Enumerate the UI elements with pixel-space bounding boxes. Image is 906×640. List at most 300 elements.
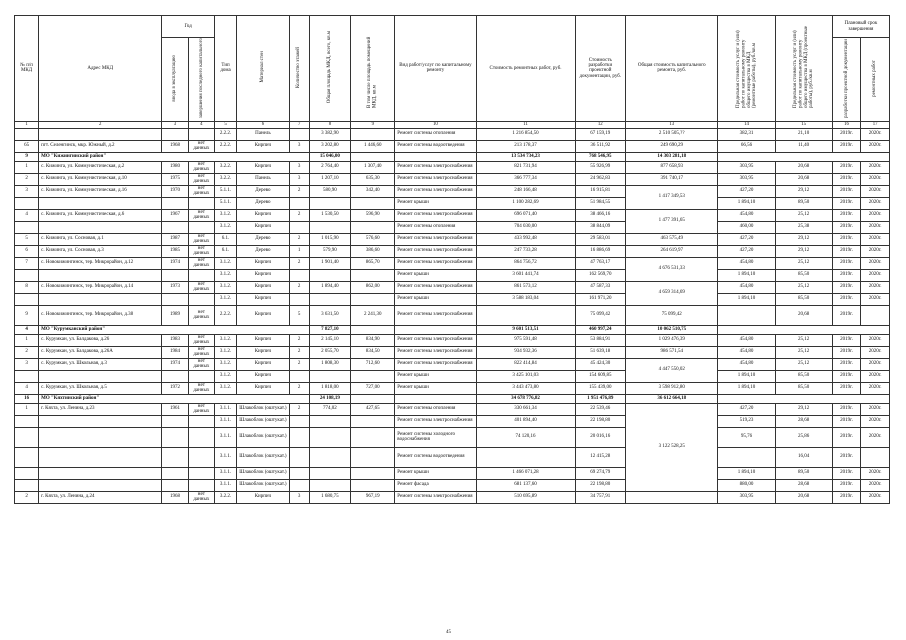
work-type-cell: Ремонт системы электроснабжения — [395, 245, 476, 257]
limit-repair-cell: 1 894,10 — [718, 197, 775, 209]
table-row — [15, 346, 890, 358]
house-type-cell: 6.1. — [215, 245, 237, 257]
row-number: 4 — [15, 382, 39, 394]
house-type-cell: 3.2.2. — [215, 161, 237, 173]
wall-material-cell: Кирпич — [237, 491, 290, 503]
row-number — [15, 221, 39, 233]
area-total-cell: 1 818,00 — [309, 382, 351, 394]
column-number: 12 — [575, 121, 626, 128]
area-residential-cell: 865,70 — [351, 257, 395, 269]
cost-total-cell: 877 658,93 — [626, 161, 718, 173]
column-number: 8 — [309, 121, 351, 128]
cost-total-cell: 4 659 314,69 — [626, 281, 718, 305]
cost-design-cell: 36 511,92 — [575, 140, 626, 152]
wall-material-cell: Кирпич — [237, 140, 290, 152]
term-design-cell: 2019г. — [832, 197, 861, 209]
term-design-cell: 2019г. — [832, 245, 861, 257]
area-total-cell: 1 530,50 — [309, 209, 351, 221]
work-type-cell: Ремонт системы электроснабжения — [395, 491, 476, 503]
year-repair-cell: нет данных — [188, 491, 214, 503]
cost-repair-cell: 822 414,84 — [476, 358, 575, 370]
floors-cell — [289, 467, 309, 479]
limit-design-cell: 85,50 — [775, 382, 832, 394]
row-number — [15, 128, 39, 140]
year-repair-cell: нет данных — [188, 403, 214, 415]
term-repair-cell: 2020г. — [861, 221, 890, 233]
year-built-cell: 1989 — [162, 305, 188, 325]
table-row — [15, 479, 890, 491]
term-design-cell: 2019г. — [832, 209, 861, 221]
header-year-repair: завершения последнего капитального — [188, 38, 214, 122]
limit-repair-cell: 1 894,10 — [718, 269, 775, 281]
table-row — [15, 197, 890, 209]
limit-repair-cell: 303,95 — [718, 173, 775, 185]
address-cell — [39, 447, 162, 467]
term-repair-cell: 2020г. — [861, 185, 890, 197]
term-design-cell: 2019г. — [832, 281, 861, 293]
term-repair-cell: 2020г. — [861, 173, 890, 185]
row-number: 1 — [15, 403, 39, 415]
cost-repair-cell: 1 216 854,50 — [476, 128, 575, 140]
row-number: 2 — [15, 346, 39, 358]
term-design-cell: 2019г. — [832, 382, 861, 394]
area-total-cell: 3 631,50 — [309, 305, 351, 325]
year-repair-cell — [188, 479, 214, 491]
wall-material-cell: Дерево — [237, 233, 290, 245]
wall-material-cell: Шлакоблок (оштукат.) — [237, 447, 290, 467]
header-address: Адрес МКД — [39, 16, 162, 122]
cost-design-cell: 162 569,70 — [575, 269, 626, 281]
wall-material-cell: Кирпич — [237, 382, 290, 394]
wall-material-cell: Панель — [237, 173, 290, 185]
table-row — [15, 161, 890, 173]
table-row — [15, 293, 890, 305]
wall-material-cell: Дерево — [237, 185, 290, 197]
term-design-cell: 2019г. — [832, 447, 861, 467]
table-header — [15, 16, 890, 129]
floors-cell — [289, 427, 309, 447]
cost-repair-cell: 861 573,12 — [476, 281, 575, 293]
year-repair-cell: нет данных — [188, 305, 214, 325]
work-type-cell: Ремонт крыши — [395, 467, 476, 479]
header-num: № п/п МКД — [15, 16, 39, 122]
floors-cell: 3 — [289, 140, 309, 152]
area-total-cell: 1 680,75 — [309, 491, 351, 503]
empty-cell — [351, 325, 395, 334]
table-row — [15, 382, 890, 394]
term-design-cell: 2019г. — [832, 403, 861, 415]
floors-cell — [289, 479, 309, 491]
mo-area-total: 7 827,10 — [309, 325, 351, 334]
mo-name: МО "Кяхтинский район" — [39, 394, 309, 403]
year-repair-cell: нет данных — [188, 140, 214, 152]
limit-repair-cell: 1 894,10 — [718, 467, 775, 479]
term-repair-cell: 2020г. — [861, 293, 890, 305]
floors-cell — [289, 128, 309, 140]
year-built-cell: 1973 — [162, 281, 188, 293]
limit-repair-cell: 1 894,10 — [718, 382, 775, 394]
column-number: 13 — [626, 121, 718, 128]
header-cost-repair: Стоимость ремонтных работ, руб. — [476, 16, 575, 122]
house-type-cell: 3.1.2. — [215, 257, 237, 269]
year-built-cell — [162, 479, 188, 491]
wall-material-cell: Кирпич — [237, 293, 290, 305]
wall-material-cell: Кирпич — [237, 334, 290, 346]
term-design-cell: 2019г. — [832, 346, 861, 358]
row-number: 6 — [15, 245, 39, 257]
mo-number: 9 — [15, 152, 39, 161]
address-cell: с. Кижинга, ул. Сосновая, д.3 — [39, 245, 162, 257]
floors-cell — [289, 221, 309, 233]
floors-cell — [289, 370, 309, 382]
address-cell: с. Курумкан, ул. Школьная, д.3 — [39, 358, 162, 370]
cost-repair-cell: 3 425 101,03 — [476, 370, 575, 382]
column-number: 16 — [832, 121, 861, 128]
limit-design-cell: 29,12 — [775, 233, 832, 245]
area-total-cell — [309, 197, 351, 209]
empty-cell — [718, 394, 890, 403]
cost-design-cell: 51 639,18 — [575, 346, 626, 358]
term-repair-cell: 2020г. — [861, 415, 890, 427]
area-total-cell: 3 382,90 — [309, 128, 351, 140]
floors-cell — [289, 197, 309, 209]
work-type-cell: Ремонт системы электроснабжения — [395, 173, 476, 185]
wall-material-cell: Кирпич — [237, 161, 290, 173]
table-row — [15, 209, 890, 221]
house-type-cell: 6.1. — [215, 233, 237, 245]
limit-design-cell: 29,12 — [775, 245, 832, 257]
term-repair-cell: 2020г. — [861, 346, 890, 358]
house-type-cell: 3.2.2. — [215, 173, 237, 185]
house-type-cell: 3.1.1. — [215, 467, 237, 479]
cost-total-cell: 463 575,49 — [626, 233, 718, 245]
area-total-cell: 774,02 — [309, 403, 351, 415]
term-repair-cell: 2020г. — [861, 269, 890, 281]
year-repair-cell: нет данных — [188, 245, 214, 257]
term-design-cell: 2019г. — [832, 185, 861, 197]
wall-material-cell: Кирпич — [237, 281, 290, 293]
row-number: 1 — [15, 161, 39, 173]
wall-material-cell: Кирпич — [237, 269, 290, 281]
area-residential-cell — [351, 197, 395, 209]
repair-register-table — [14, 15, 890, 504]
floors-cell: 2 — [289, 209, 309, 221]
limit-design-cell: 20,68 — [775, 305, 832, 325]
work-type-cell: Ремонт системы электроснабжения — [395, 185, 476, 197]
area-total-cell — [309, 427, 351, 447]
limit-design-cell: 28,68 — [775, 415, 832, 427]
area-residential-cell — [351, 269, 395, 281]
work-type-cell: Ремонт крыши — [395, 269, 476, 281]
mo-area-total: 24 108,19 — [309, 394, 351, 403]
mo-number: 4 — [15, 325, 39, 334]
cost-design-cell: 34 757,91 — [575, 491, 626, 503]
term-design-cell: 2019г. — [832, 334, 861, 346]
header-term-design: разработки проектной документации — [832, 38, 861, 122]
work-type-cell: Ремонт системы водоотведения — [395, 447, 476, 467]
mo-cost-design: 460 997,24 — [575, 325, 626, 334]
year-repair-cell: нет данных — [188, 173, 214, 185]
year-repair-cell — [188, 293, 214, 305]
work-type-cell: Ремонт системы электроснабжения — [395, 209, 476, 221]
limit-design-cell: 29,12 — [775, 403, 832, 415]
cost-repair-cell — [476, 305, 575, 325]
floors-cell — [289, 447, 309, 467]
year-repair-cell: нет данных — [188, 185, 214, 197]
limit-repair-cell: 454,80 — [718, 334, 775, 346]
column-number: 5 — [215, 121, 237, 128]
cost-repair-cell: 3 601 441,74 — [476, 269, 575, 281]
limit-repair-cell: 460,00 — [718, 221, 775, 233]
term-design-cell: 2019г. — [832, 257, 861, 269]
empty-cell — [351, 394, 395, 403]
row-number: 4 — [15, 209, 39, 221]
wall-material-cell: Шлакоблок (оштукат.) — [237, 427, 290, 447]
limit-repair-cell: 519,23 — [718, 415, 775, 427]
work-type-cell: Ремонт системы отопления — [395, 403, 476, 415]
work-type-cell: Ремонт системы электроснабжения — [395, 161, 476, 173]
year-repair-cell — [188, 427, 214, 447]
house-type-cell: 3.1.1. — [215, 447, 237, 467]
year-repair-cell: нет данных — [188, 382, 214, 394]
mo-area-total: 15 046,00 — [309, 152, 351, 161]
wall-material-cell: Кирпич — [237, 370, 290, 382]
area-residential-cell: 576,60 — [351, 233, 395, 245]
address-cell — [39, 128, 162, 140]
house-type-cell: 3.1.2. — [215, 358, 237, 370]
house-type-cell: 3.1.1. — [215, 403, 237, 415]
year-built-cell: 1974 — [162, 358, 188, 370]
term-repair-cell: 2020г. — [861, 197, 890, 209]
area-total-cell: 3 202,80 — [309, 140, 351, 152]
term-design-cell: 2019г. — [832, 161, 861, 173]
table-row — [15, 173, 890, 185]
year-built-cell: 1968 — [162, 491, 188, 503]
table-row — [15, 233, 890, 245]
column-number: 15 — [775, 121, 832, 128]
term-design-cell: 2019г. — [832, 467, 861, 479]
area-total-cell — [309, 479, 351, 491]
cost-design-cell: 155 439,00 — [575, 382, 626, 394]
limit-repair-cell: 95,76 — [718, 427, 775, 447]
table-row — [15, 185, 890, 197]
year-repair-cell: нет данных — [188, 233, 214, 245]
area-residential-cell — [351, 415, 395, 427]
term-design-cell: 2019г. — [832, 128, 861, 140]
area-residential-cell — [351, 447, 395, 467]
cost-repair-cell: 681 137,60 — [476, 479, 575, 491]
address-cell: г. Кяхта, ул. Ленина, д.23 — [39, 403, 162, 415]
mo-cost-total: 14 303 281,18 — [626, 152, 718, 161]
header-wall-material: Материал стен — [237, 16, 290, 122]
table-row — [15, 358, 890, 370]
cost-repair-cell: 934 932,36 — [476, 346, 575, 358]
mo-cost-design: 1 951 476,89 — [575, 394, 626, 403]
year-built-cell — [162, 128, 188, 140]
limit-design-cell: 28,68 — [775, 479, 832, 491]
floors-cell: 2 — [289, 382, 309, 394]
term-repair-cell: 2020г. — [861, 358, 890, 370]
header-cost-design: Стоимость разработки проектной документации, руб. — [575, 16, 626, 122]
column-number: 7 — [289, 121, 309, 128]
area-residential-cell: 596,90 — [351, 209, 395, 221]
floors-cell: 3 — [289, 491, 309, 503]
floors-cell: 3 — [289, 161, 309, 173]
cost-design-cell: 154 609,85 — [575, 370, 626, 382]
address-cell — [39, 221, 162, 233]
term-design-cell: 2019г. — [832, 293, 861, 305]
area-total-cell: 1 808,30 — [309, 358, 351, 370]
house-type-cell: 2.2.2. — [215, 128, 237, 140]
row-number: 3 — [15, 185, 39, 197]
year-repair-cell — [188, 269, 214, 281]
work-type-cell: Ремонт крыши — [395, 293, 476, 305]
row-number: 7 — [15, 257, 39, 269]
floors-cell: 5 — [289, 305, 309, 325]
table-row — [15, 305, 890, 325]
address-cell: с. Кижинга, ул. Коммунистическая, д.2 — [39, 161, 162, 173]
cost-total-cell: 3 598 912,80 — [626, 382, 718, 394]
table-body — [15, 128, 890, 503]
term-repair-cell: 2020г. — [861, 491, 890, 503]
mo-number: 16 — [15, 394, 39, 403]
wall-material-cell: Кирпич — [237, 346, 290, 358]
table-row — [15, 281, 890, 293]
area-total-cell: 580,90 — [309, 185, 351, 197]
term-repair-cell: 2020г. — [861, 161, 890, 173]
table-row — [15, 491, 890, 503]
term-repair-cell — [861, 305, 890, 325]
limit-repair-cell: 427,20 — [718, 185, 775, 197]
term-repair-cell: 2020г. — [861, 281, 890, 293]
cost-repair-cell: 704 030,00 — [476, 221, 575, 233]
cost-repair-cell: 510 695,89 — [476, 491, 575, 503]
limit-repair-cell: 880,00 — [718, 479, 775, 491]
table-row — [15, 140, 890, 152]
cost-design-cell: 161 971,20 — [575, 293, 626, 305]
work-type-cell: Ремонт системы отопления — [395, 221, 476, 233]
term-design-cell: 2019г. — [832, 479, 861, 491]
house-type-cell: 5.1.1. — [215, 197, 237, 209]
term-design-cell: 2019г. — [832, 427, 861, 447]
work-type-cell: Ремонт системы электроснабжения — [395, 257, 476, 269]
area-residential-cell — [351, 221, 395, 233]
work-type-cell: Ремонт системы электроснабжения — [395, 346, 476, 358]
work-type-cell: Ремонт системы электроснабжения — [395, 305, 476, 325]
area-total-cell — [309, 415, 351, 427]
wall-material-cell: Кирпич — [237, 305, 290, 325]
year-repair-cell: нет данных — [188, 346, 214, 358]
address-cell — [39, 293, 162, 305]
area-residential-cell — [351, 128, 395, 140]
term-repair-cell: 2020г. — [861, 403, 890, 415]
limit-design-cell: 20,68 — [775, 173, 832, 185]
header-area-total: Общая площадь МКД, всего, кв.м — [309, 16, 351, 122]
house-type-cell: 3.1.2. — [215, 293, 237, 305]
area-residential-cell: 712,60 — [351, 358, 395, 370]
area-residential-cell: 727,00 — [351, 382, 395, 394]
cost-repair-cell: 248 166,48 — [476, 185, 575, 197]
area-residential-cell — [351, 467, 395, 479]
area-residential-cell: 862,00 — [351, 281, 395, 293]
municipality-total-row — [15, 394, 890, 403]
cost-design-cell: 51 984,55 — [575, 197, 626, 209]
address-cell — [39, 427, 162, 447]
empty-cell — [395, 152, 476, 161]
house-type-cell: 3.1.1. — [215, 427, 237, 447]
limit-design-cell: 25,12 — [775, 257, 832, 269]
year-built-cell: 1968 — [162, 140, 188, 152]
house-type-cell: 3.1.2. — [215, 346, 237, 358]
mo-cost-repair: 34 678 776,82 — [476, 394, 575, 403]
row-number — [15, 269, 39, 281]
year-built-cell — [162, 197, 188, 209]
header-cost-total: Общая стоимость капитального ремонта, руб. — [626, 16, 718, 122]
cost-design-cell: 22 198,80 — [575, 479, 626, 491]
limit-repair-cell: 382,31 — [718, 128, 775, 140]
term-design-cell: 2019г. — [832, 415, 861, 427]
term-repair-cell: 2020г. — [861, 140, 890, 152]
address-cell: пгт. Селенгинск, мкр. Южный, д.2 — [39, 140, 162, 152]
work-type-cell: Ремонт системы электроснабжения — [395, 281, 476, 293]
term-design-cell: 2019г. — [832, 491, 861, 503]
floors-cell — [289, 415, 309, 427]
year-built-cell: 1975 — [162, 173, 188, 185]
column-number: 9 — [351, 121, 395, 128]
work-type-cell: Ремонт системы электроснабжения — [395, 415, 476, 427]
header-work-type: Вид работ/услуг по капитальному ремонту — [395, 16, 476, 122]
column-number-row — [15, 121, 890, 128]
table-row — [15, 221, 890, 233]
cost-total-cell: 4 676 531,33 — [626, 257, 718, 281]
floors-cell: 1 — [289, 245, 309, 257]
house-type-cell: 3.2.2. — [215, 491, 237, 503]
area-residential-cell: 427,65 — [351, 403, 395, 415]
cost-repair-cell: 213 178,37 — [476, 140, 575, 152]
work-type-cell: Ремонт системы электроснабжения — [395, 233, 476, 245]
cost-total-cell: 75 099,42 — [626, 305, 718, 325]
address-cell: с. Курумкан, ул. Балдакова, д.26А — [39, 346, 162, 358]
column-number: 2 — [39, 121, 162, 128]
table-row — [15, 427, 890, 447]
limit-repair-cell: 303,95 — [718, 161, 775, 173]
cost-repair-cell: 3 443 473,80 — [476, 382, 575, 394]
limit-design-cell: 20,68 — [775, 491, 832, 503]
address-cell: с. Кижинга, ул. Сосновая, д.1 — [39, 233, 162, 245]
term-design-cell: 2019г. — [832, 140, 861, 152]
term-repair-cell: 2020г. — [861, 245, 890, 257]
year-built-cell — [162, 269, 188, 281]
cost-design-cell: 16 886,69 — [575, 245, 626, 257]
column-number: 3 — [162, 121, 188, 128]
address-cell — [39, 415, 162, 427]
term-repair-cell: 2020г. — [861, 370, 890, 382]
area-residential-cell: 386,60 — [351, 245, 395, 257]
limit-repair-cell: 427,20 — [718, 245, 775, 257]
cost-design-cell: 29 583,01 — [575, 233, 626, 245]
floors-cell: 2 — [289, 281, 309, 293]
wall-material-cell: Дерево — [237, 197, 290, 209]
house-type-cell: 2.2.2. — [215, 305, 237, 325]
floors-cell: 2 — [289, 346, 309, 358]
cost-repair-cell: 975 591,48 — [476, 334, 575, 346]
table-row — [15, 403, 890, 415]
table-row — [15, 415, 890, 427]
address-cell: г. Кяхта, ул. Ленина, д.24 — [39, 491, 162, 503]
limit-repair-cell: 454,80 — [718, 281, 775, 293]
row-number: 9 — [15, 305, 39, 325]
term-repair-cell: 2020г. — [861, 479, 890, 491]
